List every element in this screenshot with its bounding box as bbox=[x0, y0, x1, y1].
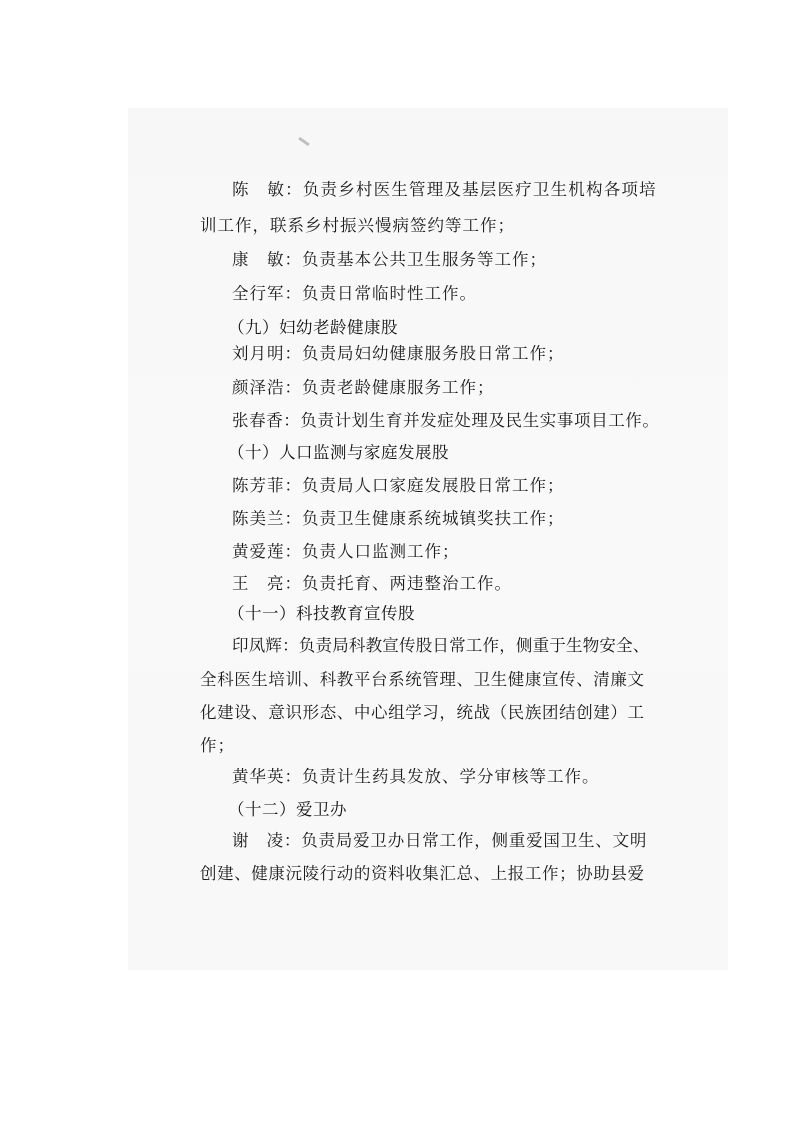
text-line: 黄华英：负责计生药具发放、学分审核等工作。 bbox=[232, 767, 600, 786]
section-heading-10: （十）人口监测与家庭发展股 bbox=[228, 443, 449, 462]
text-line: 印凤辉：负责局科教宣传股日常工作，侧重于生物安全、 bbox=[232, 636, 650, 655]
section-heading-9: （九）妇幼老龄健康股 bbox=[228, 318, 398, 337]
text-line: 张春香：负责计划生育并发症处理及民生实事项目工作。 bbox=[232, 411, 660, 430]
text-line: 陈芳菲：负责局人口家庭发展股日常工作； bbox=[232, 476, 565, 495]
text-line: 陈 敏：负责乡村医生管理及基层医疗卫生机构各项培 bbox=[232, 180, 657, 199]
text-line: 训工作，联系乡村振兴慢病签约等工作； bbox=[200, 216, 515, 235]
text-line: 康 敏：负责基本公共卫生服务等工作； bbox=[232, 250, 547, 269]
text-line: 谢 凌：负责局爱卫办日常工作，侧重爱国卫生、文明 bbox=[232, 831, 648, 850]
text-line: 创建、健康沅陵行动的资料收集汇总、上报工作；协助县爱 bbox=[200, 864, 645, 883]
text-line: 全行军：负责日常临时性工作。 bbox=[232, 284, 477, 303]
text-line: 作； bbox=[200, 736, 235, 755]
text-line: 黄爱莲：负责人口监测工作； bbox=[232, 542, 460, 561]
text-line: 化建设、意识形态、中心组学习，统战（民族团结创建）工 bbox=[200, 703, 645, 722]
text-line: 全科医生培训、科教平台系统管理、卫生健康宣传、清廉文 bbox=[200, 670, 645, 689]
text-line: 王 亮：负责托育、两违整治工作。 bbox=[232, 574, 512, 593]
text-line: 刘月明：负责局妇幼健康服务股日常工作； bbox=[232, 344, 565, 363]
text-line: 颜泽浩：负责老龄健康服务工作； bbox=[232, 378, 495, 397]
section-heading-11: （十一）科技教育宣传股 bbox=[228, 604, 415, 623]
section-heading-12: （十二）爱卫办 bbox=[228, 800, 347, 819]
text-line: 陈美兰：负责卫生健康系统城镇奖扶工作； bbox=[232, 509, 565, 528]
